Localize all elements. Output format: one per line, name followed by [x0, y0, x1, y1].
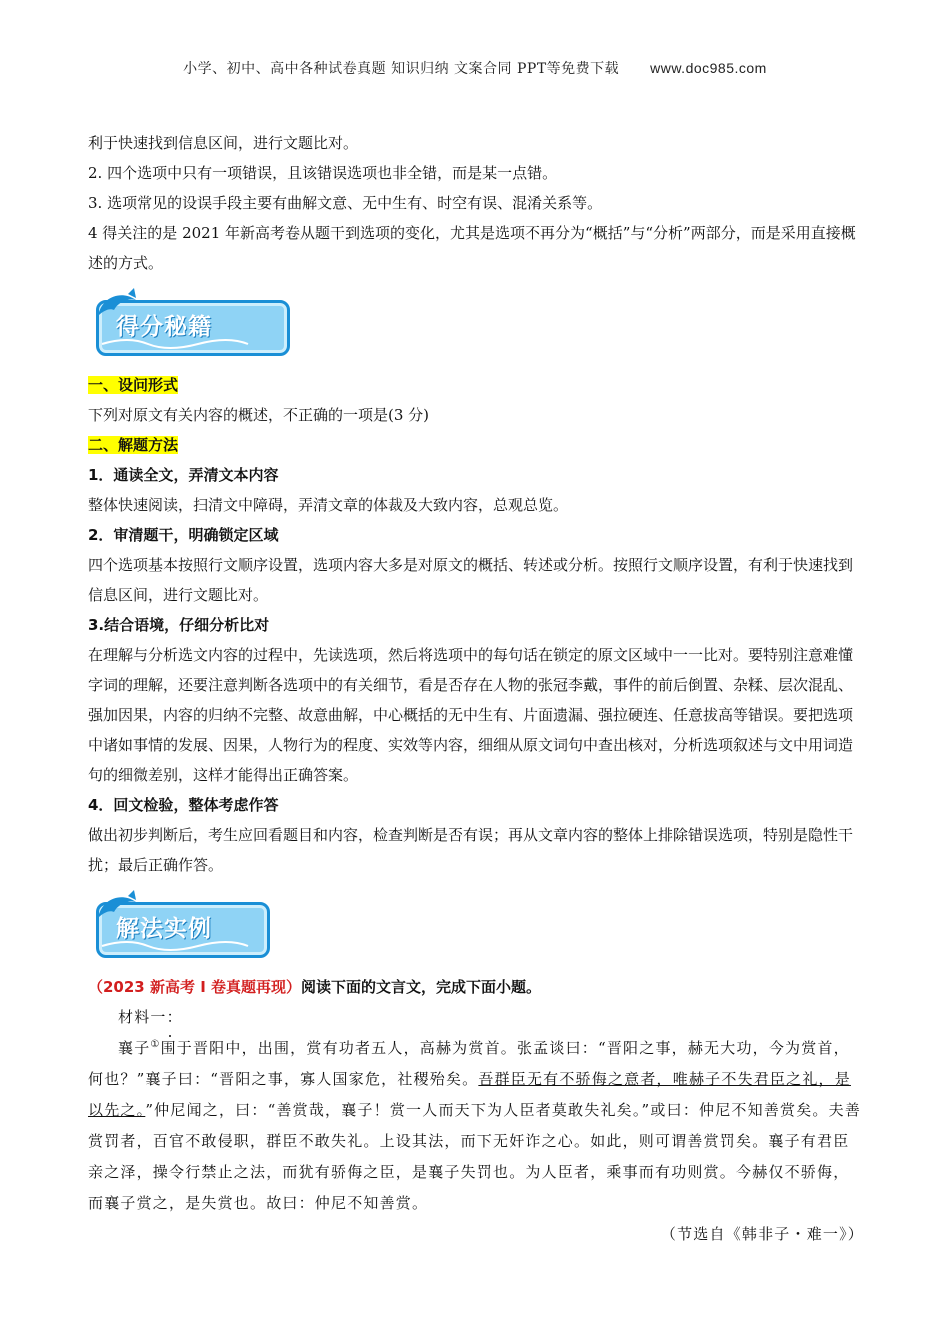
step3-title: 3.结合语境，仔细分析比对 [88, 616, 270, 634]
step1-title: 1．通读全文，弄清文本内容 [88, 466, 279, 484]
material-paragraph [88, 1033, 864, 1219]
example-prompt: 阅读下面的文言文，完成下面小题。 [301, 978, 542, 996]
header-url[interactable]: www.doc985.com [650, 60, 767, 76]
classical-text [88, 1002, 864, 1250]
document-body [88, 128, 864, 1250]
section2-title: 二、解题方法 [88, 436, 179, 454]
section1-text: 下列对原文有关内容的概述，不正确的一项是(3 分) [88, 406, 430, 424]
example-tag: （2023 新高考 I 卷真题再现） [88, 978, 301, 996]
banner-scoring-tips [88, 286, 864, 364]
dotted-character: 围 [160, 1039, 177, 1057]
step2-text: 四个选项基本按照行文顺序设置，选项内容大多是对原文的概括、转述或分析。按照行文顺序设置，有利于快速找到信息区间，进行文题比对。 [88, 556, 854, 604]
step4-title: 4．回文检验，整体考虑作答 [88, 796, 279, 814]
banner-label: 解法实例 [116, 916, 212, 942]
intro-line-2: 2. 四个选项中只有一项错误，且该错误选项也非全错，而是某一点错。 [88, 164, 558, 182]
banner-label: 得分秘籍 [116, 314, 212, 340]
header-text: 小学、初中、高中各种试卷真题 知识归纳 文案合同 PPT等免费下载 [183, 61, 620, 77]
paragraph-part-b: ”仲尼闻之，曰：“善赏哉，襄子！赏一人而天下为人臣者莫敢失礼矣。”或曰：仲尼不知善赏矣。夫善赏罚者，百官不敢侵职，群臣不敢失礼。上设其法，而下无奸诈之心。如此，则可谓善赏罚矣。襄子有君臣亲之泽，操令行禁止之法，而犹有骄侮之臣，是襄子失罚也。为人臣者，乘事而有功则赏。今赫仅不骄侮，而襄子赏之，是失赏也。故曰：仲尼不知善赏。 [88, 1101, 862, 1212]
step2-title: 2．审清题干，明确锁定区域 [88, 526, 279, 544]
step1-text: 整体快速阅读，扫清文中障碍，弄清文章的体裁及大致内容，总观总览。 [88, 496, 569, 514]
page-header [0, 58, 950, 78]
footnote-mark: ① [150, 1039, 161, 1050]
underlined-sentence: 吾群臣无有不骄侮之意者，唯赫子不失君臣之礼，是以先之。 [88, 1070, 851, 1119]
name-xiangzi: 襄子 [118, 1039, 151, 1057]
source-citation: （节选自《韩非子・难一》） [660, 1225, 864, 1243]
section1-title: 一、设问形式 [88, 376, 179, 394]
intro-line-3: 3. 选项常见的设误手段主要有曲解文意、无中生有、时空有误、混淆关系等。 [88, 194, 603, 212]
banner-solution-example [88, 888, 864, 966]
material-label: 材料一： [118, 1008, 183, 1026]
step4-text: 做出初步判断后，考生应回看题目和内容，检查判断是否有误；再从文章内容的整体上排除错误选项，特别是隐性干扰；最后正确作答。 [88, 826, 854, 874]
intro-line-1: 利于快速找到信息区间，进行文题比对。 [88, 134, 359, 152]
paragraph-part-a: 于晋阳中，出围，赏有功者五人，高赫为赏首。张孟谈曰：“晋阳之事，赫无大功，今为赏首，何也？”襄子曰：“晋阳之事，寡人国家危，社稷殆矣。 [88, 1039, 850, 1088]
step3-text: 在理解与分析选文内容的过程中，先读选项，然后将选项中的每句话在锁定的原文区域中一一比对。要特别注意难懂字词的理解，还要注意判断各选项中的有关细节，看是否存在人物的张冠李戴，事件的前后倒置、杂糅、层次混乱、强加因果，内容的归纳不完整、故意曲解，中心概括的无中生有、片面遗漏、强拉硬连、任意拔高等错误。要把选项中诸如事情的发展、因果，人物行为的程度、实效等内容，细细从原文词句中查出核对，分析选项叙述与文中用词造句的细微差别，这样才能得出正确答案。 [88, 646, 854, 784]
intro-line-4: 4 得关注的是 2021 年新高考卷从题干到选项的变化，尤其是选项不再分为“概括”与“分析”两部分，而是采用直接概述的方式。 [88, 224, 856, 272]
